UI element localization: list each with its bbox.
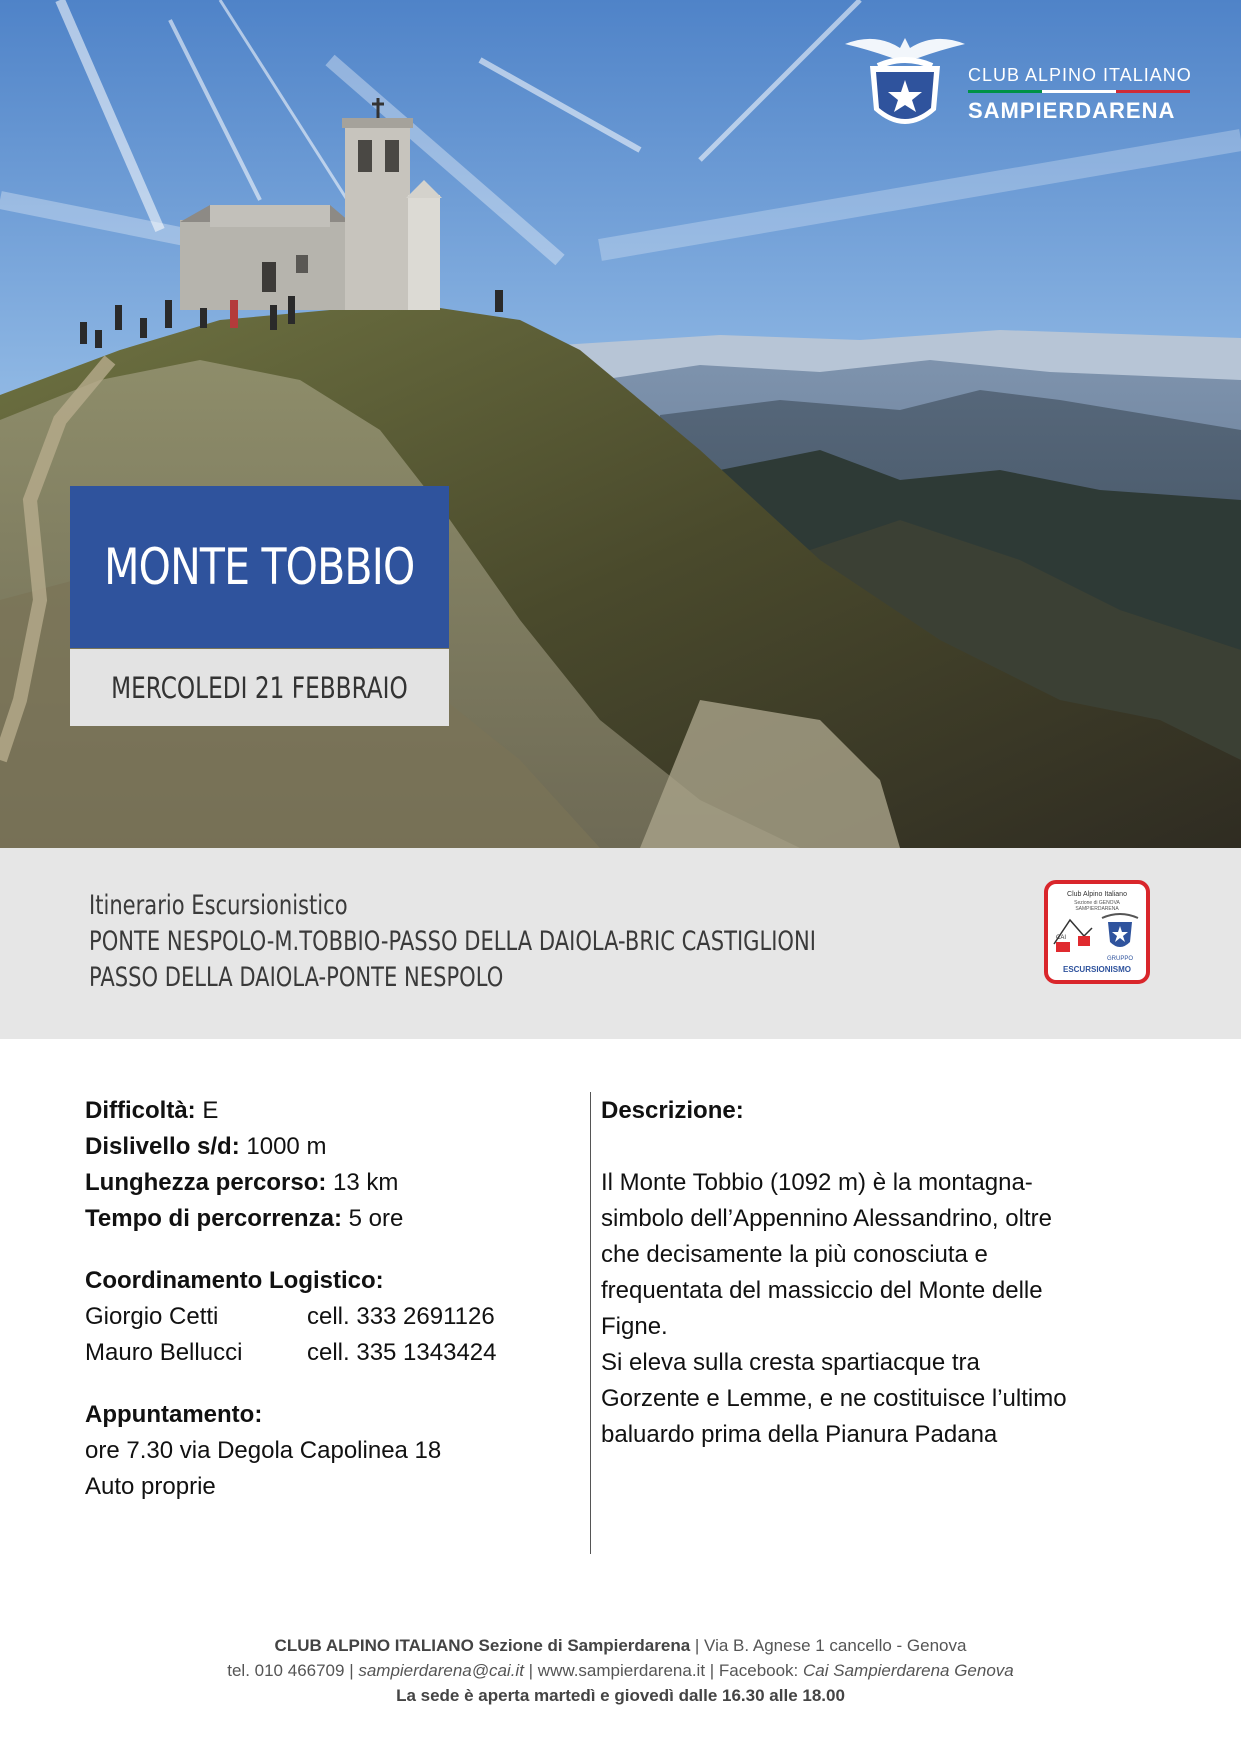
footer-line-1 xyxy=(0,1633,1241,1658)
description-line: frequentata del massiccio del Monte delle xyxy=(601,1277,1043,1304)
difficulty-value: E xyxy=(195,1097,219,1124)
description-heading: Descrizione: xyxy=(601,1097,744,1124)
contact-row xyxy=(85,1335,565,1371)
footer-line-3 xyxy=(0,1683,1241,1708)
contact-phone: cell. 333 2691126 xyxy=(307,1303,495,1330)
duration-label: Tempo di percorrenza: xyxy=(85,1205,342,1232)
length-row xyxy=(85,1165,565,1201)
italian-flag-stripe xyxy=(968,90,1190,93)
description-line: Il Monte Tobbio (1092 m) è la montagna- xyxy=(601,1169,1033,1196)
gruppo-escursionismo-badge xyxy=(1044,880,1150,984)
footer-opening-hours: La sede è aperta martedì e giovedì dalle 16.30 alle 18.00 xyxy=(396,1686,845,1705)
hero-photo xyxy=(0,0,1241,848)
description-section xyxy=(601,1093,1161,1453)
itinerary-text xyxy=(89,888,889,996)
footer xyxy=(0,1633,1241,1708)
itinerary-label: Itinerario Escursionistico xyxy=(89,890,348,921)
description-body xyxy=(601,1165,1161,1453)
duration-value: 5 ore xyxy=(341,1205,404,1232)
elevation-value: 1000 m xyxy=(239,1133,327,1160)
itinerary-route-line-2: PASSO DELLA DAIOLA-PONTE NESPOLO xyxy=(89,962,504,993)
contact-row xyxy=(85,1299,565,1335)
length-value: 13 km xyxy=(326,1169,399,1196)
description-line: simbolo dell’Appennino Alessandrino, oltre xyxy=(601,1205,1052,1232)
footer-phone: tel. 010 466709 | xyxy=(227,1661,359,1680)
event-title: MONTE TOBBIO xyxy=(104,538,415,596)
footer-line-2 xyxy=(0,1658,1241,1683)
logo-title: CLUB ALPINO ITALIANO xyxy=(968,65,1192,85)
badge-section-city: SAMPIERDARENA xyxy=(1075,906,1119,912)
meeting-place: ore 7.30 via Degola Capolinea 18 xyxy=(85,1437,442,1464)
logo-section-name: SAMPIERDARENA xyxy=(968,98,1176,123)
footer-website-link[interactable]: | www.sampierdarena.it | Facebook: xyxy=(523,1661,804,1680)
difficulty-row xyxy=(85,1093,565,1129)
event-details xyxy=(85,1093,565,1505)
column-divider xyxy=(590,1092,591,1554)
event-date: MERCOLEDI 21 FEBBRAIO xyxy=(111,670,408,705)
badge-cai-label: CAI xyxy=(1056,935,1067,941)
contact-name: Giorgio Cetti xyxy=(85,1303,219,1330)
itinerary-band xyxy=(0,848,1241,1039)
badge-group-name: ESCURSIONISMO xyxy=(1062,965,1132,974)
footer-org-name: CLUB ALPINO ITALIANO Sezione di Sampierdarena xyxy=(274,1636,691,1655)
contact-phone: cell. 335 1343424 xyxy=(307,1339,497,1366)
cai-eagle-emblem-icon xyxy=(840,30,970,140)
footer-email-link[interactable]: sampierdarena@cai.it xyxy=(358,1661,524,1680)
footer-facebook-link[interactable]: Cai Sampierdarena Genova xyxy=(803,1661,1014,1680)
description-line: Si eleva sulla cresta spartiacque tra xyxy=(601,1349,980,1376)
description-line: che decisamente la più conosciuta e xyxy=(601,1241,988,1268)
badge-org-name: Club Alpino Italiano xyxy=(1067,891,1127,898)
contact-name: Mauro Bellucci xyxy=(85,1339,243,1366)
difficulty-label: Difficoltà: xyxy=(85,1097,196,1124)
elevation-label: Dislivello s/d: xyxy=(85,1133,240,1160)
footer-address: | Via B. Agnese 1 cancello - Genova xyxy=(690,1636,967,1655)
badge-group-label: GRUPPO xyxy=(1106,956,1134,962)
event-title-box xyxy=(70,486,449,648)
description-line: Figne. xyxy=(601,1313,668,1340)
meeting-label: Appuntamento: xyxy=(85,1401,263,1428)
meeting-transport: Auto proprie xyxy=(85,1473,216,1500)
event-date-box xyxy=(70,649,449,726)
cai-sampierdarena-logo xyxy=(840,30,1200,140)
elevation-row xyxy=(85,1129,565,1165)
escursionismo-logo-icon xyxy=(1048,884,1146,980)
coordination-label: Coordinamento Logistico: xyxy=(85,1267,384,1294)
badge-section-name: Sezione di GENOVA xyxy=(1074,900,1120,906)
description-line: baluardo prima della Pianura Padana xyxy=(601,1421,998,1448)
length-label: Lunghezza percorso: xyxy=(85,1169,327,1196)
duration-row xyxy=(85,1201,565,1237)
description-line: Gorzente e Lemme, e ne costituisce l’ultimo xyxy=(601,1385,1067,1412)
itinerary-route-line-1: PONTE NESPOLO-M.TOBBIO-PASSO DELLA DAIOLA-BRIC CASTIGLIONI xyxy=(89,926,816,957)
